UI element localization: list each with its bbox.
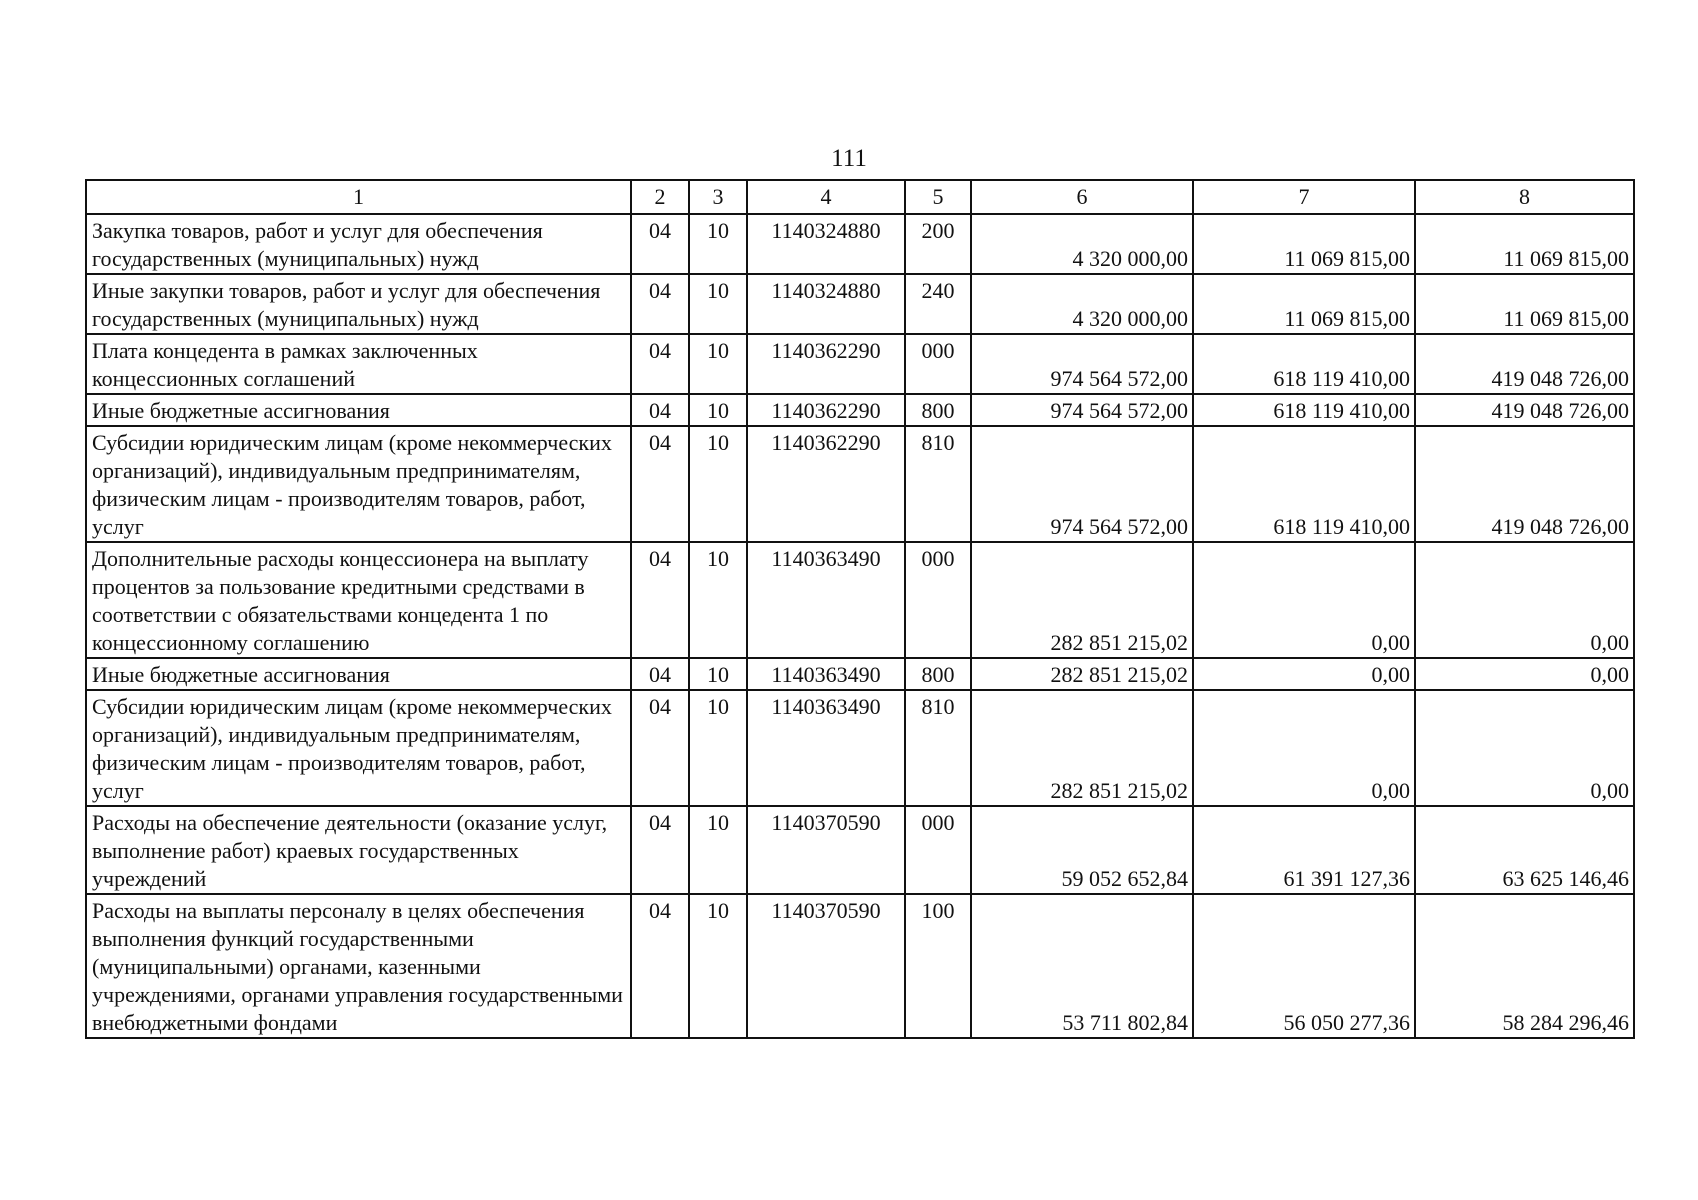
subsection-code-cell: 10 xyxy=(689,542,747,658)
row-name-cell: Расходы на выплаты персоналу в целях обеспечения выполнения функций государственными (муниципальными) органами, казенными учреждениями, органами управления государственными внебюджетными фондами xyxy=(86,894,631,1038)
subsection-code-cell: 10 xyxy=(689,658,747,690)
subsection-code-cell: 10 xyxy=(689,426,747,542)
amount-col8-cell: 0,00 xyxy=(1415,542,1634,658)
row-name-cell: Субсидии юридическим лицам (кроме некоммерческих организаций), индивидуальным предпринимателям, физическим лицам - производителям товаров, работ, услуг xyxy=(86,426,631,542)
amount-col7-cell: 56 050 277,36 xyxy=(1193,894,1415,1038)
header-cell-1: 1 xyxy=(86,180,631,214)
section-code-cell: 04 xyxy=(631,274,689,334)
amount-col8-cell: 0,00 xyxy=(1415,658,1634,690)
table-row xyxy=(86,214,1634,274)
amount-col7-cell: 0,00 xyxy=(1193,690,1415,806)
amount-col6-cell: 974 564 572,00 xyxy=(971,426,1193,542)
expense-type-cell: 000 xyxy=(905,806,971,894)
expense-type-cell: 200 xyxy=(905,214,971,274)
header-cell-4: 4 xyxy=(747,180,905,214)
expense-type-cell: 100 xyxy=(905,894,971,1038)
amount-col8-cell: 11 069 815,00 xyxy=(1415,274,1634,334)
subsection-code-cell: 10 xyxy=(689,274,747,334)
amount-col8-cell: 63 625 146,46 xyxy=(1415,806,1634,894)
row-name-cell: Иные закупки товаров, работ и услуг для обеспечения государственных (муниципальных) нужд xyxy=(86,274,631,334)
amount-col7-cell: 11 069 815,00 xyxy=(1193,214,1415,274)
expense-type-cell: 000 xyxy=(905,542,971,658)
table-row xyxy=(86,894,1634,1038)
amount-col7-cell: 11 069 815,00 xyxy=(1193,274,1415,334)
amount-col8-cell: 419 048 726,00 xyxy=(1415,334,1634,394)
table-row xyxy=(86,658,1634,690)
subsection-code-cell: 10 xyxy=(689,806,747,894)
expense-type-cell: 800 xyxy=(905,394,971,426)
target-article-cell: 1140370590 xyxy=(747,894,905,1038)
amount-col6-cell: 4 320 000,00 xyxy=(971,274,1193,334)
amount-col7-cell: 61 391 127,36 xyxy=(1193,806,1415,894)
table-row xyxy=(86,806,1634,894)
amount-col6-cell: 4 320 000,00 xyxy=(971,214,1193,274)
subsection-code-cell: 10 xyxy=(689,334,747,394)
section-code-cell: 04 xyxy=(631,426,689,542)
expense-type-cell: 240 xyxy=(905,274,971,334)
amount-col6-cell: 53 711 802,84 xyxy=(971,894,1193,1038)
subsection-code-cell: 10 xyxy=(689,394,747,426)
target-article-cell: 1140362290 xyxy=(747,426,905,542)
section-code-cell: 04 xyxy=(631,214,689,274)
table-row xyxy=(86,426,1634,542)
budget-table xyxy=(85,179,1635,1039)
amount-col7-cell: 0,00 xyxy=(1193,542,1415,658)
section-code-cell: 04 xyxy=(631,806,689,894)
amount-col8-cell: 58 284 296,46 xyxy=(1415,894,1634,1038)
row-name-cell: Дополнительные расходы концессионера на выплату процентов за пользование кредитными средствами в соответствии с обязательствами концедента 1 по концессионному соглашению xyxy=(86,542,631,658)
row-name-cell: Иные бюджетные ассигнования xyxy=(86,658,631,690)
target-article-cell: 1140363490 xyxy=(747,658,905,690)
row-name-cell: Иные бюджетные ассигнования xyxy=(86,394,631,426)
table-row xyxy=(86,542,1634,658)
subsection-code-cell: 10 xyxy=(689,690,747,806)
header-cell-5: 5 xyxy=(905,180,971,214)
row-name-cell: Расходы на обеспечение деятельности (оказание услуг, выполнение работ) краевых государственных учреждений xyxy=(86,806,631,894)
table-row xyxy=(86,394,1634,426)
amount-col6-cell: 282 851 215,02 xyxy=(971,690,1193,806)
amount-col6-cell: 974 564 572,00 xyxy=(971,334,1193,394)
amount-col7-cell: 618 119 410,00 xyxy=(1193,426,1415,542)
section-code-cell: 04 xyxy=(631,894,689,1038)
amount-col7-cell: 618 119 410,00 xyxy=(1193,334,1415,394)
row-name-cell: Субсидии юридическим лицам (кроме некоммерческих организаций), индивидуальным предпринимателям, физическим лицам - производителям товаров, работ, услуг xyxy=(86,690,631,806)
section-code-cell: 04 xyxy=(631,542,689,658)
amount-col8-cell: 0,00 xyxy=(1415,690,1634,806)
amount-col6-cell: 974 564 572,00 xyxy=(971,394,1193,426)
expense-type-cell: 810 xyxy=(905,690,971,806)
target-article-cell: 1140363490 xyxy=(747,542,905,658)
amount-col7-cell: 618 119 410,00 xyxy=(1193,394,1415,426)
section-code-cell: 04 xyxy=(631,690,689,806)
header-row xyxy=(86,180,1634,214)
amount-col6-cell: 282 851 215,02 xyxy=(971,542,1193,658)
section-code-cell: 04 xyxy=(631,658,689,690)
target-article-cell: 1140362290 xyxy=(747,334,905,394)
header-cell-3: 3 xyxy=(689,180,747,214)
header-cell-7: 7 xyxy=(1193,180,1415,214)
amount-col8-cell: 419 048 726,00 xyxy=(1415,394,1634,426)
target-article-cell: 1140370590 xyxy=(747,806,905,894)
table-row xyxy=(86,274,1634,334)
target-article-cell: 1140362290 xyxy=(747,394,905,426)
section-code-cell: 04 xyxy=(631,334,689,394)
expense-type-cell: 810 xyxy=(905,426,971,542)
header-cell-2: 2 xyxy=(631,180,689,214)
amount-col6-cell: 282 851 215,02 xyxy=(971,658,1193,690)
table-row xyxy=(86,334,1634,394)
expense-type-cell: 800 xyxy=(905,658,971,690)
target-article-cell: 1140324880 xyxy=(747,274,905,334)
expense-type-cell: 000 xyxy=(905,334,971,394)
target-article-cell: 1140324880 xyxy=(747,214,905,274)
row-name-cell: Плата концедента в рамках заключенных концессионных соглашений xyxy=(86,334,631,394)
table-row xyxy=(86,690,1634,806)
header-cell-6: 6 xyxy=(971,180,1193,214)
subsection-code-cell: 10 xyxy=(689,214,747,274)
page-number: 111 xyxy=(831,145,867,172)
amount-col8-cell: 11 069 815,00 xyxy=(1415,214,1634,274)
section-code-cell: 04 xyxy=(631,394,689,426)
target-article-cell: 1140363490 xyxy=(747,690,905,806)
row-name-cell: Закупка товаров, работ и услуг для обеспечения государственных (муниципальных) нужд xyxy=(86,214,631,274)
header-cell-8: 8 xyxy=(1415,180,1634,214)
subsection-code-cell: 10 xyxy=(689,894,747,1038)
amount-col7-cell: 0,00 xyxy=(1193,658,1415,690)
amount-col6-cell: 59 052 652,84 xyxy=(971,806,1193,894)
amount-col8-cell: 419 048 726,00 xyxy=(1415,426,1634,542)
